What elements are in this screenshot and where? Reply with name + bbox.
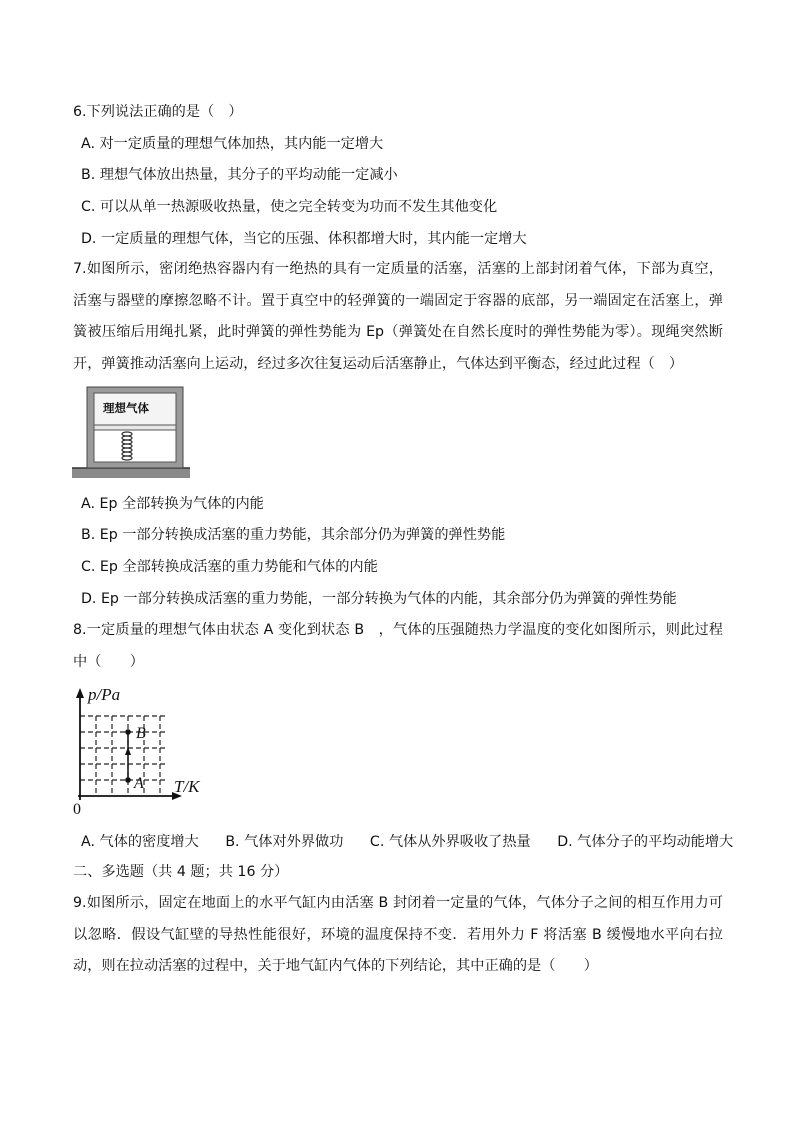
point-b-marker bbox=[125, 729, 131, 735]
p-t-graph bbox=[72, 680, 222, 816]
question-6-option-b: B. 理想气体放出热量，其分子的平均动能一定减小 bbox=[81, 167, 398, 183]
question-7-option-a: A. Ep 全部转换为气体的内能 bbox=[81, 496, 264, 512]
x-axis-label: T/K bbox=[174, 777, 200, 796]
question-8-option-b: B. 气体对外界做功 bbox=[225, 834, 344, 850]
section-2-title: 二、多选题（共 4 题；共 16 分） bbox=[73, 864, 289, 880]
question-9-stem: 9.如图所示，固定在地面上的水平气缸内由活塞 B 封闭着一定量的气体，气体分子之间的相互作用力可以忽略．假设气缸壁的导热性能很好，环境的温度保持不变．若用外力 F 将活塞 B 缓慢地水平向右拉动，则在拉动活塞的过程中，关于地气缸内气体的下列结论，其中正确的是（ ） bbox=[73, 895, 723, 974]
ground bbox=[72, 468, 190, 478]
point-a-marker bbox=[125, 777, 131, 783]
question-8-stem: 8.一定质量的理想气体由状态 A 变化到状态 B ，气体的压强随热力学温度的变化如图所示，则此过程中（ ） bbox=[73, 622, 723, 670]
question-8-option-d: D. 气体分子的平均动能增大 bbox=[557, 834, 734, 850]
question-6-option-d: D. 一定质量的理想气体，当它的压强、体积都增大时，其内能一定增大 bbox=[81, 231, 527, 247]
question-7-option-c: C. Ep 全部转换成活塞的重力势能和气体的内能 bbox=[81, 559, 378, 575]
question-7-stem: 7.如图所示，密闭绝热容器内有一绝热的具有一定质量的活塞，活塞的上部封闭着气体，下部为真空，活塞与器壁的摩擦忽略不计。置于真空中的轻弹簧的一端固定于容器的底部，另一端固定在活塞上，弹簧被压缩后用绳扎紧，此时弹簧的弹性势能为 Ep（弹簧处在自然长度时的弹性势能为零）。现绳突然断开，弹簧推动活塞向上运动，经过多次往复运动后活塞静止，气体达到平衡态，经过此过程（ ） bbox=[73, 261, 723, 372]
question-6-option-a: A. 对一定质量的理想气体加热，其内能一定增大 bbox=[81, 136, 384, 152]
question-7-option-d: D. Ep 一部分转换成活塞的重力势能，一部分转换为气体的内能，其余部分仍为弹簧的弹性势能 bbox=[81, 591, 677, 607]
y-axis-arrow-icon bbox=[76, 688, 84, 698]
point-b-label: B bbox=[136, 725, 146, 742]
question-7-option-b: B. Ep 一部分转换成活塞的重力势能，其余部分仍为弹簧的弹性势能 bbox=[81, 527, 506, 543]
question-8-option-a: A. 气体的密度增大 bbox=[81, 834, 199, 850]
question-8-options bbox=[81, 832, 755, 852]
question-8-graph bbox=[72, 680, 222, 816]
question-7-figure bbox=[72, 384, 190, 478]
question-8-option-c: C. 气体从外界吸收了热量 bbox=[369, 834, 531, 850]
point-a-label: A bbox=[134, 775, 144, 792]
gas-label: 理想气体 bbox=[103, 401, 149, 415]
piston bbox=[94, 425, 176, 430]
graph-grid bbox=[80, 716, 168, 796]
y-axis-label: p/Pa bbox=[88, 685, 121, 704]
container-diagram bbox=[72, 384, 190, 478]
origin-label: 0 bbox=[73, 801, 81, 816]
vacuum-chamber bbox=[94, 430, 176, 462]
question-6-option-c: C. 可以从单一热源吸收热量，使之完全转变为功而不发生其他变化 bbox=[81, 199, 498, 215]
question-6-stem: 6.下列说法正确的是（ ） bbox=[73, 104, 243, 120]
